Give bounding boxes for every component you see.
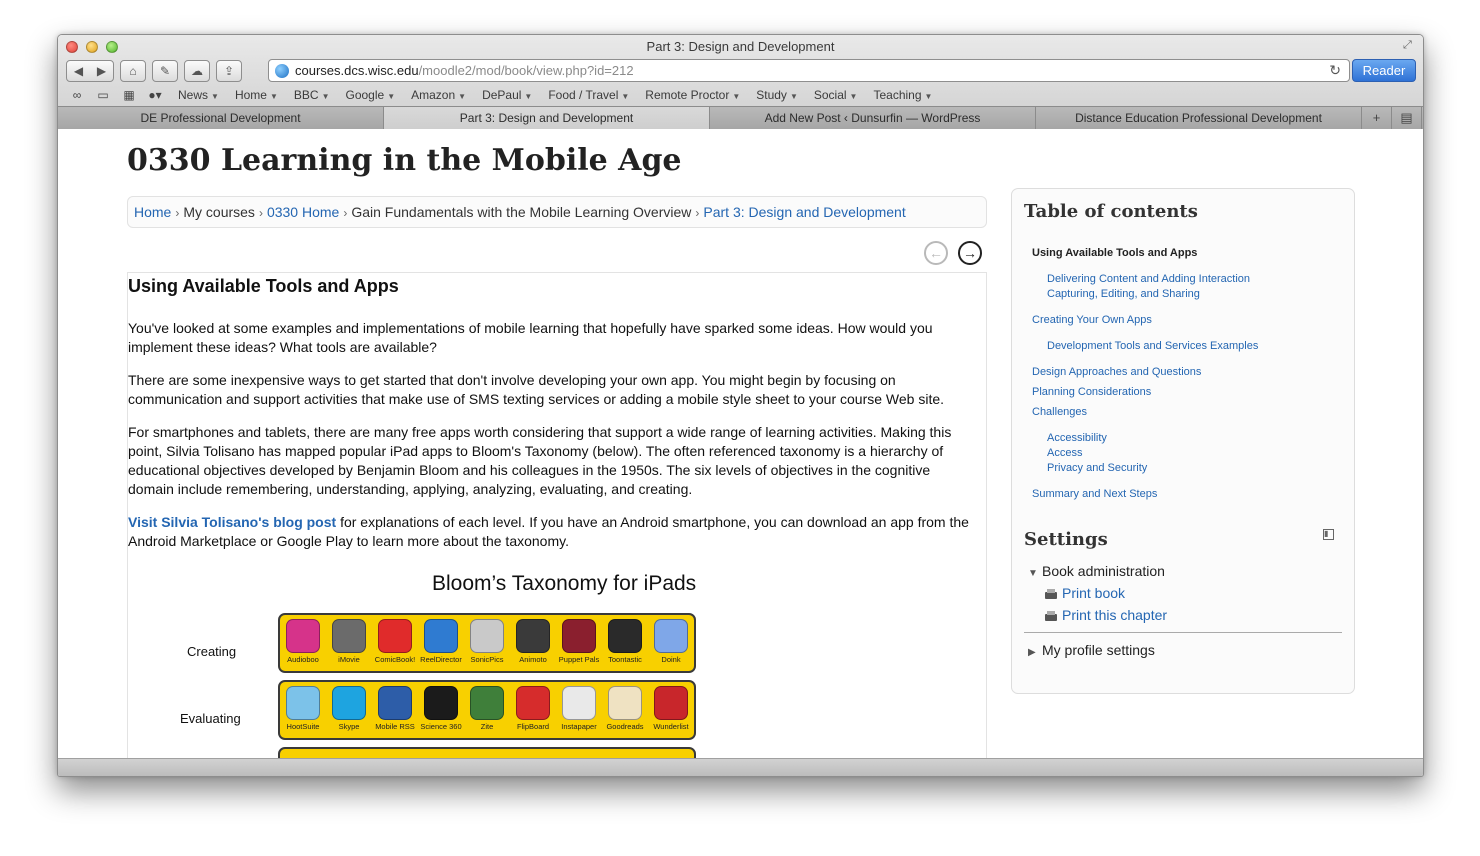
browser-tab[interactable]: DE Professional Development [58,107,384,129]
bookmark-label: Social [813,88,847,102]
app-icon [608,686,642,720]
share-button[interactable] [216,60,242,82]
book-administration-label: Book administration [1042,563,1165,579]
app-tile [327,686,371,731]
app-name: SonicPics [470,655,504,664]
toc-item[interactable]: Access [1047,447,1083,459]
bookmark-news[interactable] [178,88,219,102]
bookmark-label: DePaul [482,88,522,102]
paragraph-4 [128,513,978,551]
browser-chrome [58,35,1423,129]
taxonomy-app-row [278,680,696,740]
printer-icon [1044,611,1058,622]
chevron-down-icon: ▼ [732,92,741,101]
home-button[interactable] [120,60,146,82]
toc-item[interactable]: Design Approaches and Questions [1032,366,1202,378]
app-name: ReelDirector [420,655,462,664]
bookmark-study[interactable] [756,88,798,102]
book-administration-item[interactable] [1028,563,1165,579]
printer-icon [1044,589,1058,600]
bookmark-depaul[interactable] [482,88,532,102]
bookmark-list [170,88,940,102]
chapter-navigation [924,241,982,265]
app-name: Zite [480,722,494,731]
breadcrumb-item[interactable]: 0330 Home [266,204,340,220]
chevron-down-icon: ▼ [458,92,467,101]
app-icon [562,619,596,653]
blooms-taxonomy-title: Bloom’s Taxonomy for iPads [432,572,697,595]
chevron-down-icon: ▼ [211,92,219,101]
settings-title: Settings [1024,529,1108,550]
bookmark-label: Remote Proctor [645,88,730,102]
chapter-content [127,272,987,760]
expanded-triangle-icon: ▼ [1028,568,1038,579]
chapter-heading: Using Available Tools and Apps [128,276,399,296]
bookmark-label: Teaching [873,88,922,102]
app-name: Science 360 [420,722,462,731]
bookmark-teaching[interactable] [873,88,932,102]
chevron-down-icon: ▼ [789,92,798,101]
app-tile [603,686,647,731]
browser-tab[interactable]: Add New Post ‹ Dunsurfin — WordPress [710,107,1036,129]
bookmark-google[interactable] [345,88,395,102]
toc-item[interactable]: Delivering Content and Adding Interaction [1047,273,1251,285]
chevron-down-icon: ▼ [387,92,396,101]
bookmarks-book-icon[interactable]: ▭ [97,88,109,102]
window-title: Part 3: Design and Development [646,39,835,54]
app-name: Instapaper [561,722,597,731]
toc-item[interactable]: Summary and Next Steps [1032,488,1158,500]
apple-icon[interactable]: ●▾ [148,88,162,102]
app-name: Mobile RSS [375,722,415,731]
toc-item[interactable]: Planning Considerations [1032,386,1152,398]
blog-post-link[interactable]: Visit Silvia Tolisano's blog post [128,514,337,530]
previous-chapter-icon[interactable]: ← [924,241,948,265]
breadcrumb-item: Gain Fundamentals with the Mobile Learning Overview [351,204,692,220]
chevron-down-icon: ▼ [269,92,278,101]
evernote-button[interactable] [152,60,178,82]
tab-list [58,107,1362,129]
toc-item[interactable]: Creating Your Own Apps [1032,314,1152,326]
toc-item[interactable]: Challenges [1032,406,1088,418]
app-name: Goodreads [606,722,644,731]
toc-item[interactable]: Accessibility [1047,432,1107,444]
address-bar[interactable] [268,59,1350,82]
app-tile [465,619,509,664]
app-icon [286,686,320,720]
elephant-icon: ✎ [159,64,171,78]
reader-button[interactable]: Reader [1352,59,1416,82]
breadcrumb [127,196,987,228]
app-tile [419,619,463,664]
app-tile [649,619,693,664]
taxonomy-level-label: Evaluating [180,711,241,726]
bookmark-label: Amazon [411,88,456,102]
app-icon [424,619,458,653]
app-icon [562,686,596,720]
url-path: /moodle2/mod/book/view.php?id=212 [418,63,634,78]
my-profile-settings-item[interactable] [1028,642,1155,658]
breadcrumb-separator-icon: › [175,206,180,220]
app-tile [281,619,325,664]
bookmark-bbc[interactable] [294,88,330,102]
breadcrumb-separator-icon: › [258,206,263,220]
breadcrumb-item[interactable]: Home [134,204,172,220]
app-name: ComicBook! [374,655,416,664]
bookmark-home[interactable] [235,88,278,102]
toc-item[interactable]: Capturing, Editing, and Sharing [1047,288,1200,300]
app-tile [327,619,371,664]
breadcrumb-separator-icon: › [343,206,348,220]
icloud-button[interactable] [184,60,210,82]
print-book-item[interactable] [1044,585,1125,601]
app-tile [557,619,601,664]
breadcrumb-separator-icon: › [695,206,700,220]
app-name: Skype [338,722,360,731]
blooms-taxonomy-image [128,568,732,760]
paragraph-4-text: for explanations of each level. If you have an Android smartphone, you can download an app from the Android Marketplace or Google Play to learn more about the taxonomy. [128,514,969,549]
my-profile-settings-label: My profile settings [1042,642,1155,658]
bookmark-label: Home [234,88,267,102]
bookmark-label: Google [345,88,385,102]
app-name: Animoto [519,655,547,664]
back-arrow-icon[interactable]: ◀ [73,64,84,78]
app-name: HootSuite [286,722,320,731]
app-icon [654,686,688,720]
browser-tab[interactable]: Distance Education Professional Development [1036,107,1362,129]
bookmark-label: Study [756,88,787,102]
print-book-link[interactable]: Print book [1062,585,1126,601]
app-name: Wunderlist [653,722,689,731]
taxonomy-app-row [278,613,696,673]
bookmark-amazon[interactable] [411,88,466,102]
status-bar [58,758,1423,776]
chevron-down-icon: ▼ [849,92,858,101]
app-name: Audioboo [287,655,319,664]
app-name: Toontastic [608,655,642,664]
share-icon: ⇪ [223,64,235,78]
breadcrumb-item: My courses [183,204,255,220]
hide-block-icon[interactable]: ▮ [1323,529,1334,540]
toc-title: Table of contents [1024,201,1198,222]
app-tile [557,686,601,731]
app-icon [378,686,412,720]
paragraph-1: You've looked at some examples and implementations of mobile learning that hopefully have sparked some ideas. How would you implement these ideas? What tools are available? [128,320,933,355]
app-icon [332,619,366,653]
paragraph-2: There are some inexpensive ways to get started that don't involve developing your own app. You might begin by focusing on communication and support activities that make use of SMS texting services or adding a mobile style sheet to your course Web site. [128,372,945,407]
bookmark-label: BBC [293,88,319,102]
app-tile [649,686,693,731]
browser-window [57,34,1424,777]
app-icon [470,686,504,720]
bookmark-label: Food / Travel [548,88,619,102]
chevron-down-icon: ▼ [924,92,933,101]
browser-toolbar [66,59,242,83]
chevron-down-icon: ▼ [621,92,630,101]
bookmarks-bar [66,86,940,104]
sidebar-block [1011,188,1355,694]
app-icon [654,619,688,653]
app-icon [516,686,550,720]
app-icon [470,619,504,653]
chevron-down-icon: ▼ [524,92,533,101]
globe-icon [275,64,289,78]
app-icon [286,619,320,653]
new-tab-button[interactable]: + [1362,107,1392,129]
app-tile [373,686,417,731]
paragraph-3: For smartphones and tablets, there are many free apps worth considering that support a wide range of learning activities. Making this point, Silvia Tolisano has mapped popular iPad apps to Bloom's Taxonomy (below). The often referenced taxonomy is a hierarchy of educational objectives developed by Benjamin Bloom and his colleagues in the 1950s. The six levels of objectives in the cognitive domain include remembering, understanding, applying, analyzing, evaluating, and creating. [128,424,952,497]
app-tile [419,686,463,731]
app-name: Puppet Pals [558,655,600,664]
bookmark-social[interactable] [814,88,858,102]
bookmark-label: News [178,88,209,102]
app-icon [424,686,458,720]
fullscreen-icon[interactable]: ⤢ [1403,39,1412,51]
app-name: FlipBoard [516,722,550,731]
print-chapter-link[interactable]: Print this chapter [1062,607,1168,623]
tab-bar [58,106,1423,129]
reading-list-icon[interactable]: ∞ [72,88,82,102]
web-page [58,129,1423,760]
app-tile [281,686,325,731]
app-tile [603,619,647,664]
toc-item[interactable]: Development Tools and Services Examples [1047,340,1259,352]
bookmark-food-travel[interactable] [548,88,629,102]
back-forward-buttons [66,60,114,82]
taxonomy-level-label: Creating [187,644,237,659]
app-name: iMovie [338,655,360,664]
collapsed-triangle-icon: ▶ [1028,647,1036,658]
reload-icon[interactable]: ↻ [1329,62,1341,78]
url-host: courses.dcs.wisc.edu [295,63,419,78]
chevron-down-icon: ▼ [321,92,330,101]
next-chapter-icon[interactable]: → [958,241,982,265]
app-tile [511,686,555,731]
toc-item: Using Available Tools and Apps [1032,247,1198,259]
print-chapter-item[interactable] [1044,607,1167,623]
settings-divider [1024,632,1342,633]
bookmark-remote-proctor[interactable] [645,88,740,102]
forward-arrow-icon[interactable]: ▶ [96,64,107,78]
toc-item[interactable]: Privacy and Security [1047,462,1148,474]
app-icon [608,619,642,653]
app-icon [516,619,550,653]
app-icon [332,686,366,720]
app-tile [465,686,509,731]
browser-tab[interactable]: Part 3: Design and Development [384,107,710,129]
home-icon: ⌂ [129,64,137,78]
breadcrumb-item[interactable]: Part 3: Design and Development [703,204,906,220]
app-icon [378,619,412,653]
app-tile [511,619,555,664]
tab-overview-icon[interactable]: ▤ [1392,107,1422,129]
top-sites-grid-icon[interactable]: ▦ [123,88,135,102]
cloud-icon: ☁ [191,64,203,78]
course-title: 0330 Learning in the Mobile Age [127,143,682,178]
app-tile [373,619,417,664]
app-name: Doink [661,655,681,664]
